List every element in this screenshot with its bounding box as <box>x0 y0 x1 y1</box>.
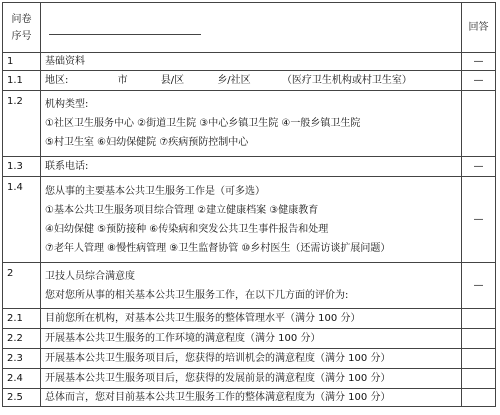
row-1-1 <box>3 71 496 91</box>
question-text: 目前您所在机构，对基本公共卫生服务的整体管理水平（满分 100 分） <box>41 309 462 329</box>
org-type-cell <box>41 91 462 157</box>
work-type-title: 您从事的主要基本公共卫生服务工作是（可多选） <box>45 185 265 197</box>
answer-cell[interactable] <box>462 369 496 389</box>
satisfaction-subtitle: 您对您所从事的相关基本公共卫生服务工作，在以下几方面的评价为: <box>45 289 349 301</box>
header-answer-label: 回答 <box>462 3 496 53</box>
org-type-options-2[interactable]: ⑤村卫生室 ⑥妇幼保健院 ⑦疾病预防控制中心 <box>45 137 249 148</box>
answer-dash: — <box>462 177 496 263</box>
header-row <box>3 3 496 53</box>
region-city[interactable]: 市 <box>117 74 128 86</box>
row-2 <box>3 263 496 309</box>
row-number: 2.1 <box>3 309 41 329</box>
row-1-2 <box>3 91 496 157</box>
row-text: 基础资料 <box>41 53 462 71</box>
row-1-3 <box>3 157 496 177</box>
row-2-5 <box>3 389 496 407</box>
row-2-4 <box>3 369 496 389</box>
questionnaire-sheet <box>2 2 496 412</box>
row-2-1 <box>3 309 496 329</box>
work-type-options-2[interactable]: ④妇幼保健 ⑤预防接种 ⑥传染病和突发公共卫生事件报告和处理 <box>45 223 329 235</box>
row-1 <box>3 53 496 71</box>
answer-dash: — <box>462 71 496 91</box>
row-2-3 <box>3 349 496 369</box>
header-number-label-1: 问卷 <box>11 13 32 25</box>
question-text: 总体而言，您对目前基本公共卫生服务工作的整体满意程度为（满分 100 分） <box>41 389 462 407</box>
answer-cell[interactable] <box>462 389 496 407</box>
region-org: （医疗卫生机构或村卫生室） <box>281 74 412 86</box>
answer-dash: — <box>462 53 496 71</box>
question-text: 开展基本公共卫生服务项目后，您获得的培训机会的满意程度（满分 100 分） <box>41 349 462 369</box>
header-number-label-2: 序号 <box>11 30 32 42</box>
header-title-cell <box>41 3 462 53</box>
answer-cell[interactable] <box>462 309 496 329</box>
answer-cell[interactable] <box>462 349 496 369</box>
work-type-options-1[interactable]: ①基本公共卫生服务项目综合管理 ②建立健康档案 ③健康教育 <box>45 204 319 216</box>
row-1-4 <box>3 177 496 263</box>
row-number: 2 <box>3 263 41 309</box>
region-town[interactable]: 乡/社区 <box>217 74 251 86</box>
satisfaction-cell <box>41 263 462 309</box>
row-number: 2.4 <box>3 369 41 389</box>
title-blank-line[interactable] <box>49 20 201 35</box>
row-number: 1.3 <box>3 157 41 177</box>
phone-label: 联系电话: <box>41 157 462 177</box>
question-text: 开展基本公共卫生服务项目后，您获得的发展前景的满意程度（满分 100 分） <box>41 369 462 389</box>
row-number: 2.2 <box>3 329 41 349</box>
region-cell <box>41 71 462 91</box>
row-2-2 <box>3 329 496 349</box>
region-county[interactable]: 县/区 <box>160 74 185 86</box>
org-type-title: 机构类型: <box>45 99 89 110</box>
row-number: 1.1 <box>3 71 41 91</box>
header-number-cell <box>3 3 41 53</box>
org-type-options-1[interactable]: ①社区卫生服务中心 ②街道卫生院 ③中心乡镇卫生院 ④一般乡镇卫生院 <box>45 118 361 129</box>
row-number: 2.3 <box>3 349 41 369</box>
row-number: 2.5 <box>3 389 41 407</box>
question-text: 开展基本公共卫生服务的工作环境的满意程度（满分 100 分） <box>41 329 462 349</box>
questionnaire-table <box>2 2 496 407</box>
row-number: 1.4 <box>3 177 41 263</box>
satisfaction-title: 卫技人员综合满意度 <box>45 270 135 282</box>
row-number: 1 <box>3 53 41 71</box>
region-prefix: 地区: <box>45 74 69 86</box>
answer-dash: — <box>462 263 496 309</box>
answer-cell[interactable] <box>462 91 496 157</box>
row-number: 1.2 <box>3 91 41 157</box>
answer-dash: — <box>462 157 496 177</box>
work-type-options-3[interactable]: ⑦老年人管理 ⑧慢性病管理 ⑨卫生监督协管 ⑩乡村医生（还需访谈扩展问题） <box>45 242 391 254</box>
work-type-cell <box>41 177 462 263</box>
answer-cell[interactable] <box>462 329 496 349</box>
